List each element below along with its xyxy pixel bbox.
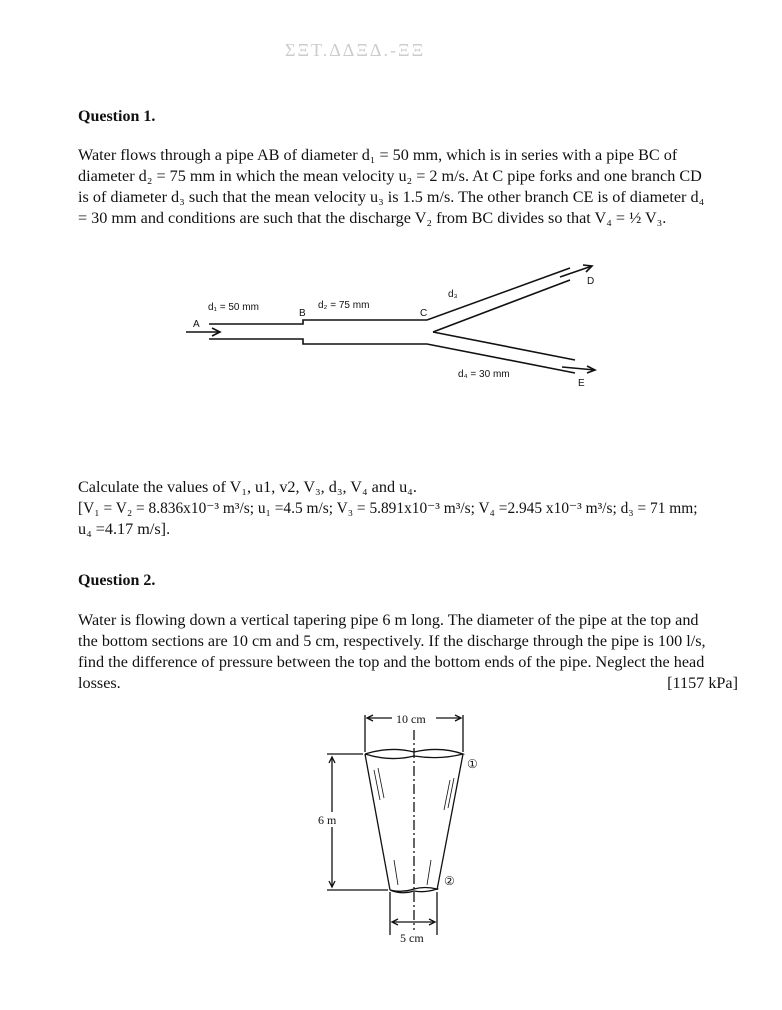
point-d: D — [587, 276, 595, 287]
section-2-label: ② — [444, 874, 455, 888]
section-1-label: ① — [467, 757, 478, 771]
point-a: A — [193, 319, 200, 330]
question-2-title: Question 2. — [78, 572, 156, 589]
label-d3: d₃ — [448, 289, 458, 300]
text-line: losses. — [78, 674, 121, 692]
point-c: C — [420, 308, 428, 319]
flow-arrow-icon — [186, 328, 220, 336]
tapering-pipe-figure — [327, 715, 463, 935]
text-line: Water is flowing down a vertical tapering pipe 6 m long. The diameter of the pipe at the top and — [78, 611, 699, 629]
point-b: B — [299, 308, 306, 319]
text-line: the bottom sections are 10 cm and 5 cm, respectively. If the discharge through the pipe is 100 l/s, — [78, 632, 706, 650]
answer-line: u₄ =4.17 m/s]. — [78, 520, 171, 538]
answer: [1157 kPa] — [667, 674, 738, 692]
bottom-diameter-label: 5 cm — [400, 931, 424, 945]
faint-header-bleedthrough: ΣΞΤ.ΔΔΞΔ.-ΞΞ — [285, 40, 426, 60]
answer-line: [V₁ = V₂ = 8.836x10⁻³ m³/s; u₁ =4.5 m/s; V₃ = 5.891x10⁻³ m³/s; V₄ =2.945 x10⁻³ m³/s; d₃ = 71 mm; — [78, 500, 698, 517]
label-d4: d₄ = 30 mm — [458, 369, 510, 380]
text-line: Water flows through a pipe AB of diameter d₁ = 50 mm, which is in series with a pipe BC of — [78, 146, 678, 164]
text-line: is of diameter d₃ such that the mean velocity u₃ is 1.5 m/s. The other branch CE is of diameter d₄ — [78, 188, 705, 206]
text-line: Calculate the values of V₁, u1, v2, V₃, d₃, V₄ and u₄. — [78, 478, 417, 496]
length-label: 6 m — [318, 813, 337, 827]
label-d2: d₂ = 75 mm — [318, 300, 370, 311]
point-e: E — [578, 378, 585, 389]
text-line: = 30 mm and conditions are such that the discharge V₂ from BC divides so that V₄ = ½ V₃. — [78, 209, 667, 227]
text-line: find the difference of pressure between the top and the bottom ends of the pipe. Neglect the head — [78, 653, 705, 671]
text-line: diameter d₂ = 75 mm in which the mean velocity u₂ = 2 m/s. At C pipe forks and one branch CD — [78, 167, 702, 185]
pipe-network-diagram — [186, 265, 595, 373]
label-d1: d₁ = 50 mm — [208, 302, 259, 313]
question-1-title: Question 1. — [78, 108, 156, 125]
top-diameter-label: 10 cm — [396, 712, 426, 726]
